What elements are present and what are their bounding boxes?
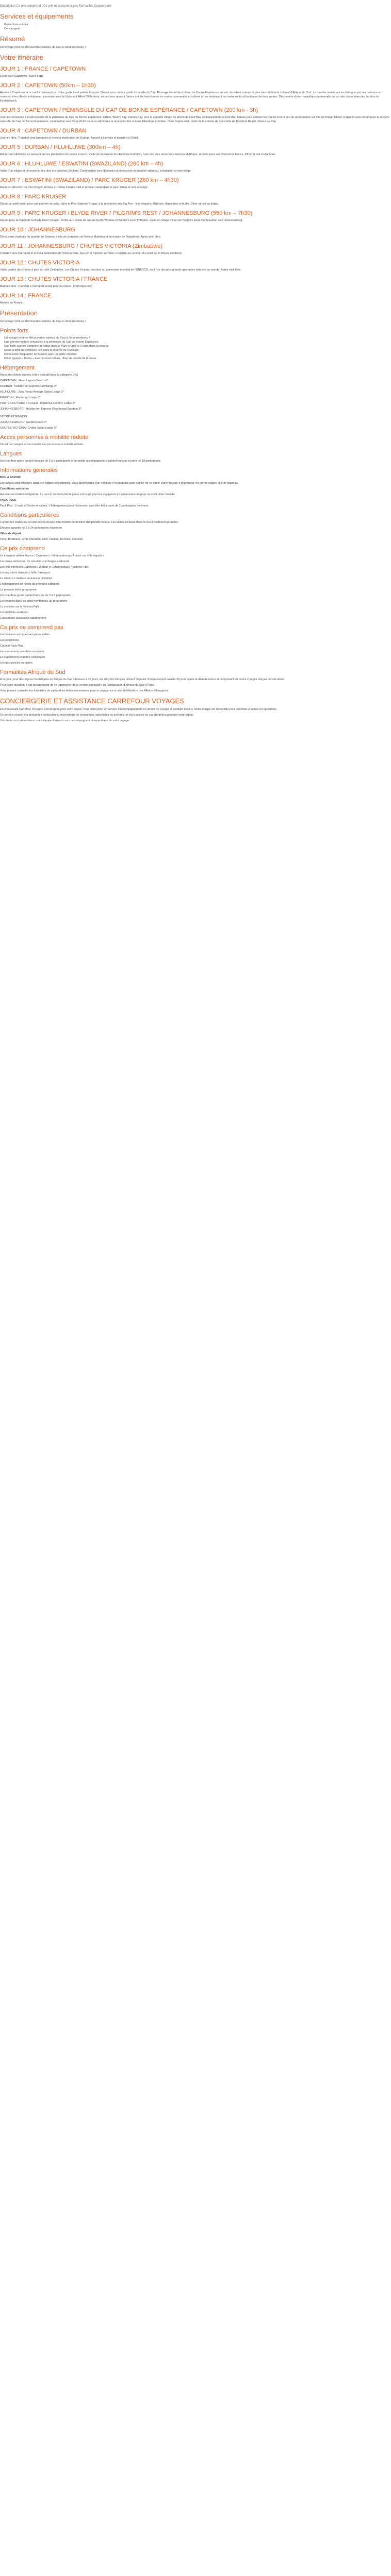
list-item: Les boissons et dépenses personnelles [0, 633, 50, 636]
list-item: Les vols intérieurs Capetown / Durban et Johannesburg / Victoria Falls [0, 566, 89, 569]
day-text: Route en direction du Parc Kruger. Arrivée en début d'après-midi et premier safari dans le parc. Dîner et nuit au lodge. [0, 186, 149, 189]
points-forts-list [0, 336, 391, 361]
day-text: Envol pour Capetown. Nuit à bord. [0, 75, 44, 78]
list-item: • Une belle journée complète de safari dans le Parc Kruger et 2 nuits dans la réserve [4, 344, 391, 348]
list-item: L'hébergement en hôtels de première catégorie [0, 583, 60, 586]
list-item: La pension selon programme [0, 588, 37, 591]
cities-text: Paris, Bordeaux, Lyon, Marseille, Nice, Nantes, Rennes, Toulouse [0, 538, 83, 541]
comprend-title: Ce prix comprend [0, 546, 45, 552]
day-text: Découverte matinale du quartier de Soweto, visite de la maison de Nelson Mandela et du musée de l'Apartheid. Après-midi libre. [0, 235, 161, 239]
formalites-title: Formalités Afrique du Sud [0, 669, 66, 675]
day-text: Départ au petit matin pour une journée de safari dans le Parc National Kruger, à la recherche des Big Five : lion, léopard, éléphant, rhinocéros et buffle. Dîner et nuit au lodge. [0, 202, 219, 206]
list-item: • Une journée entière consacrée à la péninsule du Cap de Bonne Espérance [4, 340, 391, 344]
points-forts-title: Points forts [0, 328, 29, 334]
day-text: Visite d'un village et découverte des rites et coutumes Zoulous. Continuation vers l'Eswatini et découverte du marché artisanal. Installation à votre lodge. [0, 170, 192, 173]
list-item: Les activités au départ [0, 611, 29, 614]
hotel-line: JOHANNESBURG : Garden Court 3* [0, 421, 47, 424]
presentation-text: Un voyage riche en découvertes variées, du Cap à Johannesbourg ! [0, 320, 86, 323]
conditions-sanitaires-text: Aucune vaccination obligatoire. Le vaccin contre la fièvre jaune est exigé pour les voyageurs en provenance de pays où sévit cette maladie. [0, 493, 175, 496]
hotel-line: DURBAN : Holiday Inn Express Umhlanga 3* [0, 385, 57, 388]
hotel-line: CAPETOWN : Hotel Lagoon Beach 4* [0, 379, 48, 382]
day-text: Arrivée en France. [0, 301, 24, 304]
day-text: Matinée libre. Transfert à l'aéroport, envol pour la France. (Petit déjeuner) [0, 285, 92, 288]
ne-comprend-title: Ce prix ne comprend pas [0, 624, 63, 631]
list-item: Les assurances en option [0, 662, 32, 665]
day-title: JOUR 9 : PARC KRUGER / BLYDE RIVER / PILGRIM'S REST / JOHANNESBURG (550 km – 7h30) [0, 210, 253, 216]
day-text: Arrivée à Capetown et accueil à l'aéroport par votre guide local parlant français. Départ pour un tour guidé de la ville du Cap. Passage devant le château de Bonne-Espérance qui est considéré comme le plus vieux bâtiment colonial d'Afrique du Sud. Le quartier malais qui se distingue par ses maisons aux couleurs vives. Après le déjeuner, poursuite avec le Victoria & Alfred Waterfront, les anciens quais à l'ancre ont été transformés en centre commercial et culturel où se mélangent les restaurants et boutiques de tous genres. Découverte d'une magnifique promenade sur un site classé dans les Jardins de Kirstenbosch. [0, 91, 383, 103]
day-text: Journée libre. Transfert vers l'aéroport et envol à destination de Durban. Accueil à l'arrivée et transfert à l'hôtel. [0, 137, 139, 140]
services-list [0, 23, 391, 31]
pack-text: Pack Plus : 2 nuits à Chobe et safaris. L'hébergement pour l'extension peut être fait à partir de 2 participants minimum. [0, 504, 149, 507]
day-title: JOUR 10 : JOHANNESBURG [0, 227, 76, 233]
day-title: JOUR 5 : DURBAN / HLUHLUWE (300km – 4h) [0, 144, 121, 150]
list-item: • Dîner typique « Boma » avec le renoir tribale, dîner de viande de brousse [4, 357, 391, 361]
list-item: Les pourboires [0, 639, 19, 642]
day-title: JOUR 12 : CHUTES VICTORIA [0, 260, 80, 266]
day-title: JOUR 1 : FRANCE / CAPETOWN [0, 66, 86, 72]
conditions-text: L'ordre des visites sur un site du circuit peut être modifié en fonction d'impératifs locaux. Les visites incluses dans le circuit resteront garanties. [0, 521, 179, 524]
tab-nav[interactable]: Description Ce prix comprend / Ce prix ne comprend pas Formalités Conciergerie [0, 5, 112, 8]
day-title: JOUR 2 : CAPETOWN (50km – 1h30) [0, 82, 96, 89]
day-title: JOUR 7 : ESWATINI (SWAZILAND) / PARC KRUGER (260 km – 4h30) [0, 177, 179, 183]
list-item: Le transport aérien France / Capetown / Johannesbourg / France sur vols réguliers [0, 554, 104, 557]
cities-title: Villes de départ [0, 532, 21, 535]
departs-text: Départs garantis de 2 à 24 participants maximum. [0, 527, 63, 530]
page-content [0, 0, 391, 723]
presentation-title: Présentation [0, 309, 38, 317]
pack-title: PACK PLUS [0, 499, 17, 502]
list-item: Les taxes aériennes, de sécurité, surcharges carburant [0, 560, 70, 563]
day-title: JOUR 3 : CAPETOWN / PÉNINSULE DU CAP DE BONNE ESPÉRANCE / CAPETOWN (200 km - 3h) [0, 107, 258, 113]
hebergement-title: Hébergement [0, 365, 35, 371]
langues-text: Un chauffeur guide parlant français de 2 à 9 participants et un guide accompagnateur parlant français à partir de 10 participants. [0, 460, 161, 463]
conciergerie-text: Ce service couvre vos demandes particulières, réservations de restaurants, spectacles ou activités, et vous assiste en cas d'imprévu pendant votre séjour. [0, 714, 194, 717]
hotel-line: ESWATINI : Mantenga Lodge 3* [0, 396, 41, 399]
conditions-sanitaires-title: Conditions sanitaires [0, 487, 29, 490]
day-title: JOUR 6 : HLUHLUWE / ESWATINI (SWAZILAND) (280 km – 4h) [0, 161, 164, 167]
conciergerie-text: En choisissant Carrefour Voyages Conciergerie pour votre séjour, vous optez pour un service d'accompagnement en amont du voyage et pendant celui-ci. Notre équipe est disponible pour répondre à toutes vos questions. [0, 708, 278, 711]
hotel-line: CHUTES VICTORIA : Chobe Safari Lodge 3* [0, 427, 57, 430]
day-title: JOUR 13 : CHUTES VICTORIA / FRANCE [0, 276, 108, 282]
hebergement-text: Notes des hôtels donnés à titre indicatif dans la catégorie (NL) [0, 374, 78, 377]
resume-title: Résumé [0, 35, 25, 43]
list-item: Le circuit en minibus ou autocar climatisé [0, 577, 52, 580]
day-text: Route vers Hluhluwe en passant par les plantations de canne à sucre. Visite de la réserve de Hluhluwe-Umfolozi, l'une des plus anciennes réserves d'Afrique, réputée pour ses rhinocéros blancs. Dîner et nuit à Hluhluwe. [0, 153, 276, 156]
infos-title: Informations générales [0, 467, 58, 473]
bon-title: BON À SAVOIR [0, 476, 21, 479]
langues-title: Langues [0, 451, 22, 457]
list-item: • Un voyage riche en découvertes variées, du Cap à Johannesbourg ! [4, 336, 391, 340]
formalites-text: Pour toute question, il est recommandé de se rapprocher de la section consulaire de l'ambassade d'Afrique du Sud à Paris. [0, 684, 155, 687]
list-item: Les transferts aéroport / hôtel / aéroport [0, 571, 50, 574]
day-title: JOUR 11 : JOHANNESBURG / CHUTES VICTORIA (Zimbabwe) [0, 243, 162, 249]
conditions-title: Conditions particulières [0, 512, 59, 518]
conciergerie-text: Vos droits sont préservés et notre équipe d'experts vous accompagne à chaque étape de votre voyage. [0, 719, 130, 722]
formalites-text: Vous pouvez consulter les formalités de santé et les fiches nécessaires pour le voyage sur le site du Ministère des Affaires Étrangères. [0, 689, 169, 692]
itinerary-title: Votre itinéraire [0, 54, 43, 61]
day-text: Départ pour la région de la Blyde River Canyon. Arrêts aux points de vue de God's Window et Bourke's Luck Potholes. Visite du village minier de Pilgrim's Rest. Continuation vers Johannesburg. [0, 219, 243, 222]
day-text: Visite guidée des chutes à pied du côté Zimbabwe. Les Chutes Victoria, inscrites au patrimoine mondial de l'UNESCO, sont l'un des plus grands spectacles naturels au monde. Après-midi libre. [0, 268, 241, 272]
hotel-line: PORTES DU PARC KRUGER : Ingwenya Country Lodge 3* [0, 402, 75, 405]
list-item: La croisière sur la Victoria Falls [0, 605, 40, 608]
list-item: L'assurance assistance rapatriement [0, 617, 46, 620]
day-title: JOUR 4 : CAPETOWN / DURBAN [0, 128, 87, 134]
list-item: • Conciergerie [4, 27, 391, 31]
list-item: Un chauffeur-guide parlant français de 2 à 9 participants [0, 594, 71, 597]
list-item: Les entrées dans les sites mentionnés au programme [0, 600, 68, 603]
hotel-line: JOHANNESBURG : Holiday Inn Express Woodmead Sandton 3* [0, 408, 82, 411]
list-item: Les excursions possibles en option [0, 650, 44, 653]
bon-text: Les safaris sont effectués dans des lodges sélectionnés. Vous bénéficierez d'un véhicule et d'un guide sans oublier de se munir d'une trousse à pharmacie, de crème solaire et d'un chapeau. [0, 482, 239, 485]
resume-text: Un voyage riche en découvertes variées, du Cap à Johannesbourg ! [0, 46, 86, 49]
list-item: Le supplément chambre individuelle [0, 656, 45, 659]
conciergerie-title: CONCIERGERIE ET ASSISTANCE CARREFOUR VOYAGES [0, 697, 184, 705]
day-text: Journée consacrée à la découverte de la péninsule du Cap de Bonne Espérance. Clifton, Bantry Bay, Camps Bay, vers le superbe village de pêche de Hout Bay, embarquement à bord d'un bateau pour admirer les otaries et leur lieu de reproduction sur l'île de Duiker Island. Déjeuner puis départ pour la réserve naturelle du Cap de Bonne Espérance, continuation vers Cape Point où vous admirerez la rencontre des océans Atlantique et Indien. Dans l'après-midi, visite de la colonie de manchots de Boulders Beach. Retour au Cap. [0, 116, 389, 123]
extension-title: VOTRE EXTENSION [0, 415, 27, 418]
day-title: JOUR 14 : FRANCE [0, 293, 52, 299]
day-text: Transfert vers l'aéroport et envol à destination de Victoria Falls. Accueil et transfert à l'hôtel. Croisière au coucher du soleil sur le fleuve Zambèze. [0, 252, 183, 255]
day-title: JOUR 8 : PARC KRUGER [0, 194, 67, 200]
services-title: Services et équipements [0, 12, 74, 20]
list-item: Caution Pack Plus [0, 645, 23, 648]
list-item: • Guide francophone [4, 23, 391, 27]
formalites-text: À ce jour, pour des séjours touristiques en Afrique du Sud inférieurs à 90 jours, les citoyens français doivent disposer d'un passeport valable 30 jours après la date de retour et comportant au moins 2 pages vierges consécutives. [0, 678, 285, 681]
list-item: • Safari à bord de véhicules 4x4 dans la réserve de Hluhluwe [4, 348, 391, 352]
hotel-line: HLUHLUWE : Zulu Nyala Heritage Safari Lodge 3* [0, 391, 64, 394]
accessibility-text: Circuit non adapté et déconseillé aux personnes à mobilité réduite. [0, 443, 84, 446]
list-item: • Découverte du quartier de Soweto avec un guide résident [4, 352, 391, 357]
accessibility-title: Accès personnes à mobilité réduite [0, 434, 89, 440]
itinerary-days [0, 66, 391, 305]
